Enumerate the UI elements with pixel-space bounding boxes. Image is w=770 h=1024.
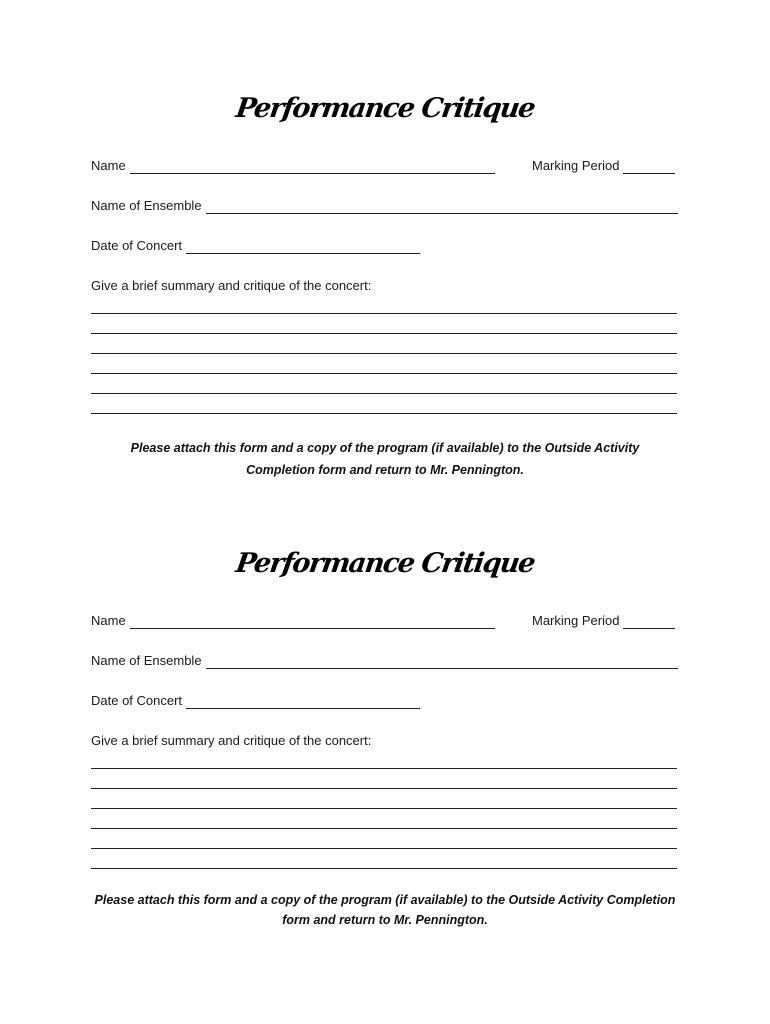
instruction-line: Completion form and return to Mr. Pennington. xyxy=(246,463,524,477)
instruction-line: Please attach this form and a copy of the program (if available) to the Outside Activity xyxy=(130,441,640,455)
summary-line[interactable] xyxy=(91,354,677,374)
marking-period-field[interactable] xyxy=(623,161,675,174)
date-field[interactable] xyxy=(186,696,420,709)
name-field[interactable] xyxy=(130,161,495,174)
ensemble-label: Name of Ensemble xyxy=(91,198,202,213)
summary-lines[interactable] xyxy=(91,294,677,414)
name-field[interactable] xyxy=(130,616,495,629)
instruction-line: Please attach this form and a copy of the program (if available) to the Outside Activity Completion xyxy=(94,893,676,907)
summary-line[interactable] xyxy=(91,849,677,869)
attach-instructions xyxy=(60,890,710,930)
marking-period-field[interactable] xyxy=(623,616,675,629)
form-title: Performance Critique xyxy=(233,548,537,579)
ensemble-field[interactable] xyxy=(206,656,678,669)
date-row xyxy=(91,238,420,254)
marking-period-row xyxy=(532,158,675,174)
summary-line[interactable] xyxy=(91,294,677,314)
attach-instructions xyxy=(85,437,685,481)
summary-line[interactable] xyxy=(91,374,677,394)
ensemble-field[interactable] xyxy=(206,201,678,214)
ensemble-label: Name of Ensemble xyxy=(91,653,202,668)
name-label: Name xyxy=(91,158,126,173)
name-row xyxy=(91,613,495,629)
date-field[interactable] xyxy=(186,241,420,254)
date-row xyxy=(91,693,420,709)
summary-prompt: Give a brief summary and critique of the concert: xyxy=(91,733,372,748)
marking-period-label: Marking Period xyxy=(532,613,620,628)
summary-lines[interactable] xyxy=(91,749,677,869)
marking-period-row xyxy=(532,613,675,629)
summary-line[interactable] xyxy=(91,334,677,354)
ensemble-row xyxy=(91,653,678,669)
ensemble-row xyxy=(91,198,678,214)
marking-period-label: Marking Period xyxy=(532,158,620,173)
summary-line[interactable] xyxy=(91,789,677,809)
summary-line[interactable] xyxy=(91,769,677,789)
summary-line[interactable] xyxy=(91,314,677,334)
summary-line[interactable] xyxy=(91,394,677,414)
summary-line[interactable] xyxy=(91,809,677,829)
form-title: Performance Critique xyxy=(233,93,537,124)
name-row xyxy=(91,158,495,174)
summary-prompt: Give a brief summary and critique of the concert: xyxy=(91,278,372,293)
name-label: Name xyxy=(91,613,126,628)
instruction-line: form and return to Mr. Pennington. xyxy=(282,913,488,927)
summary-line[interactable] xyxy=(91,749,677,769)
date-label: Date of Concert xyxy=(91,238,183,253)
summary-line[interactable] xyxy=(91,829,677,849)
date-label: Date of Concert xyxy=(91,693,183,708)
